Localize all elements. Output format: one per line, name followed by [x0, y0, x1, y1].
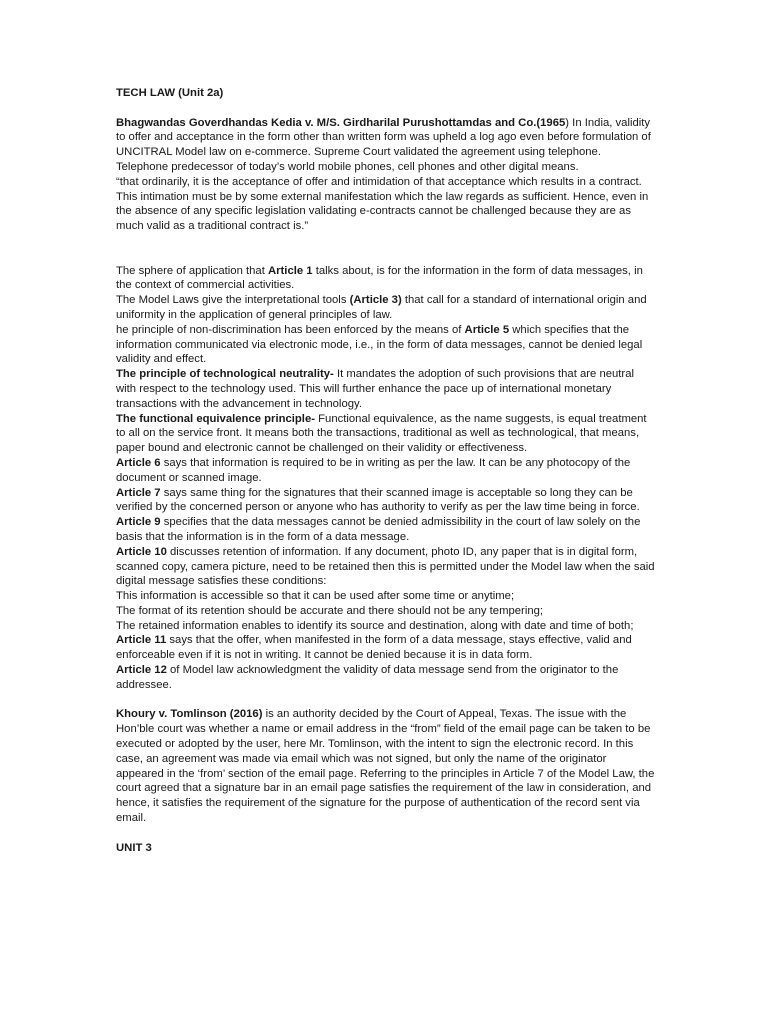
text: says same thing for the signatures that their scanned image is acceptable so long they can be verified by the concerned person or anyone who has authority to verify as per the law time being in force.	[116, 486, 640, 514]
article-ref: Article 10	[116, 545, 167, 558]
article-ref: Article 7	[116, 486, 161, 499]
text: discusses retention of information. If any document, photo ID, any paper that is in digital form, scanned copy, camera picture, need to be retained then this is permitted under the Model law when the said digital message satisfies these conditions:	[116, 545, 655, 588]
document-title: TECH LAW (Unit 2a)	[116, 87, 224, 99]
text: of Model law acknowledgment the validity of data message send from the originator to the addressee.	[116, 664, 619, 691]
text: says that information is required to be in writing as per the law. It can be any photocopy of the document or scanned image.	[116, 456, 631, 484]
neutrality-para	[116, 367, 656, 411]
article-ref: (Article 3)	[349, 294, 402, 307]
spacer	[116, 826, 656, 841]
article-9-para	[116, 515, 656, 545]
article-7-para	[116, 486, 656, 516]
text: The Model Laws give the interpretational tools	[116, 294, 350, 307]
equivalence-para	[116, 412, 656, 456]
case-bhagwandas	[116, 116, 656, 175]
article-12-para	[116, 663, 656, 693]
text: talks about, is for the information in the form of data messages, in the context of commercial activities.	[116, 264, 643, 292]
article-ref: Article 5	[464, 323, 510, 336]
article-10-para	[116, 545, 656, 589]
spacer	[116, 693, 656, 708]
article-11-para	[116, 633, 656, 663]
text: says that the offer, when manifested in the form of a data message, stays effective, valid and enforceable even if it is not in writing. It cannot be denied because it is in data form.	[116, 634, 632, 662]
case-name: Khoury v. Tomlinson (2016)	[116, 708, 263, 721]
article-6-para	[116, 456, 656, 486]
unit-heading: UNIT 3	[116, 841, 152, 854]
case-body: ) In India, validity to offer and acceptance in the form other than written form was upheld a log ago even before formulation of UNCITRAL Model law on e-commerce. Supreme Court validated the agreement using telephone. Telephone predecessor of today’s world mobile phones, cell phones and other digital means.	[116, 116, 651, 173]
text: Functional equivalence, as the name suggests, is equal treatment to all on the service front. It means both the transactions, traditional as well as technological, that means, paper bound and electronic cannot be challenged on their validity or effectiveness.	[116, 412, 647, 455]
article-ref: Article 12	[116, 664, 167, 677]
principle-heading: The functional equivalence principle-	[116, 412, 315, 425]
case-name: Bhagwandas Goverdhandas Kedia v. M/S. Girdharilal Purushottamdas and Co.(1965	[116, 116, 566, 129]
text: which specifies that the information communicated via electronic mode, i.e., in the form of data messages, cannot be denied legal validity and effect.	[116, 323, 643, 366]
case-body: is an authority decided by the Court of Appeal, Texas. The issue with the Hon’ble court was whether a name or email address in the “from” field of the email page can be taken to be executed or adopted by the user, here Mr. Tomlinson, with the intent to sign the electronic record. In this case, an agreement was made via email which was not signed, but only the name of the originator appeared in the ‘from’ section of the email page. Referring to the principles in Article 7 of the Model Law, the court agreed that a signature bar in an email page satisfies the requirement of the law in consideration, and hence, it satisfies the requirement of the signature for the purpose of authentication of the record sent via email.	[116, 708, 655, 825]
article-ref: Article 6	[116, 456, 161, 469]
article-ref: Article 1	[267, 264, 313, 277]
condition-item: This information is accessible so that it can be used after some time or anytime;	[116, 590, 515, 603]
article-ref: Article 11	[116, 634, 167, 647]
spacer	[116, 234, 656, 264]
article-5-para	[116, 323, 656, 367]
article-ref: Article 9	[116, 516, 161, 529]
article-1-para	[116, 264, 656, 294]
text: specifies that the data messages cannot be denied admissibility in the court of law solely on the basis that the information is in the form of a data message.	[116, 516, 641, 543]
case-quote: “that ordinarily, it is the acceptance of offer and intimidation of that acceptance which results in a contract. This intimation must be by some external manifestation which the law regards as sufficient. Hence, even in the absence of any specific legislation validating e-contracts cannot be challenged because they are as much valid as a traditional contract is.”	[116, 175, 649, 233]
principle-heading: The principle of technological neutrality-	[116, 368, 334, 381]
case-khoury	[116, 707, 656, 825]
text: The sphere of application that	[116, 264, 268, 277]
text: he principle of non-discrimination has been enforced by the means of	[116, 323, 465, 336]
text: that call for a standard of international origin and uniformity in the application of general principles of law.	[116, 294, 647, 321]
text: It mandates the adoption of such provisions that are neutral with respect to the technology used. This will further enhance the pace up of international monetary transactions with the advancement in technology.	[116, 368, 634, 410]
condition-item: The retained information enables to identify its source and destination, along with date and time of both;	[116, 619, 634, 632]
article-3-para	[116, 293, 656, 323]
condition-item: The format of its retention should be accurate and there should not be any tempering;	[116, 604, 544, 617]
